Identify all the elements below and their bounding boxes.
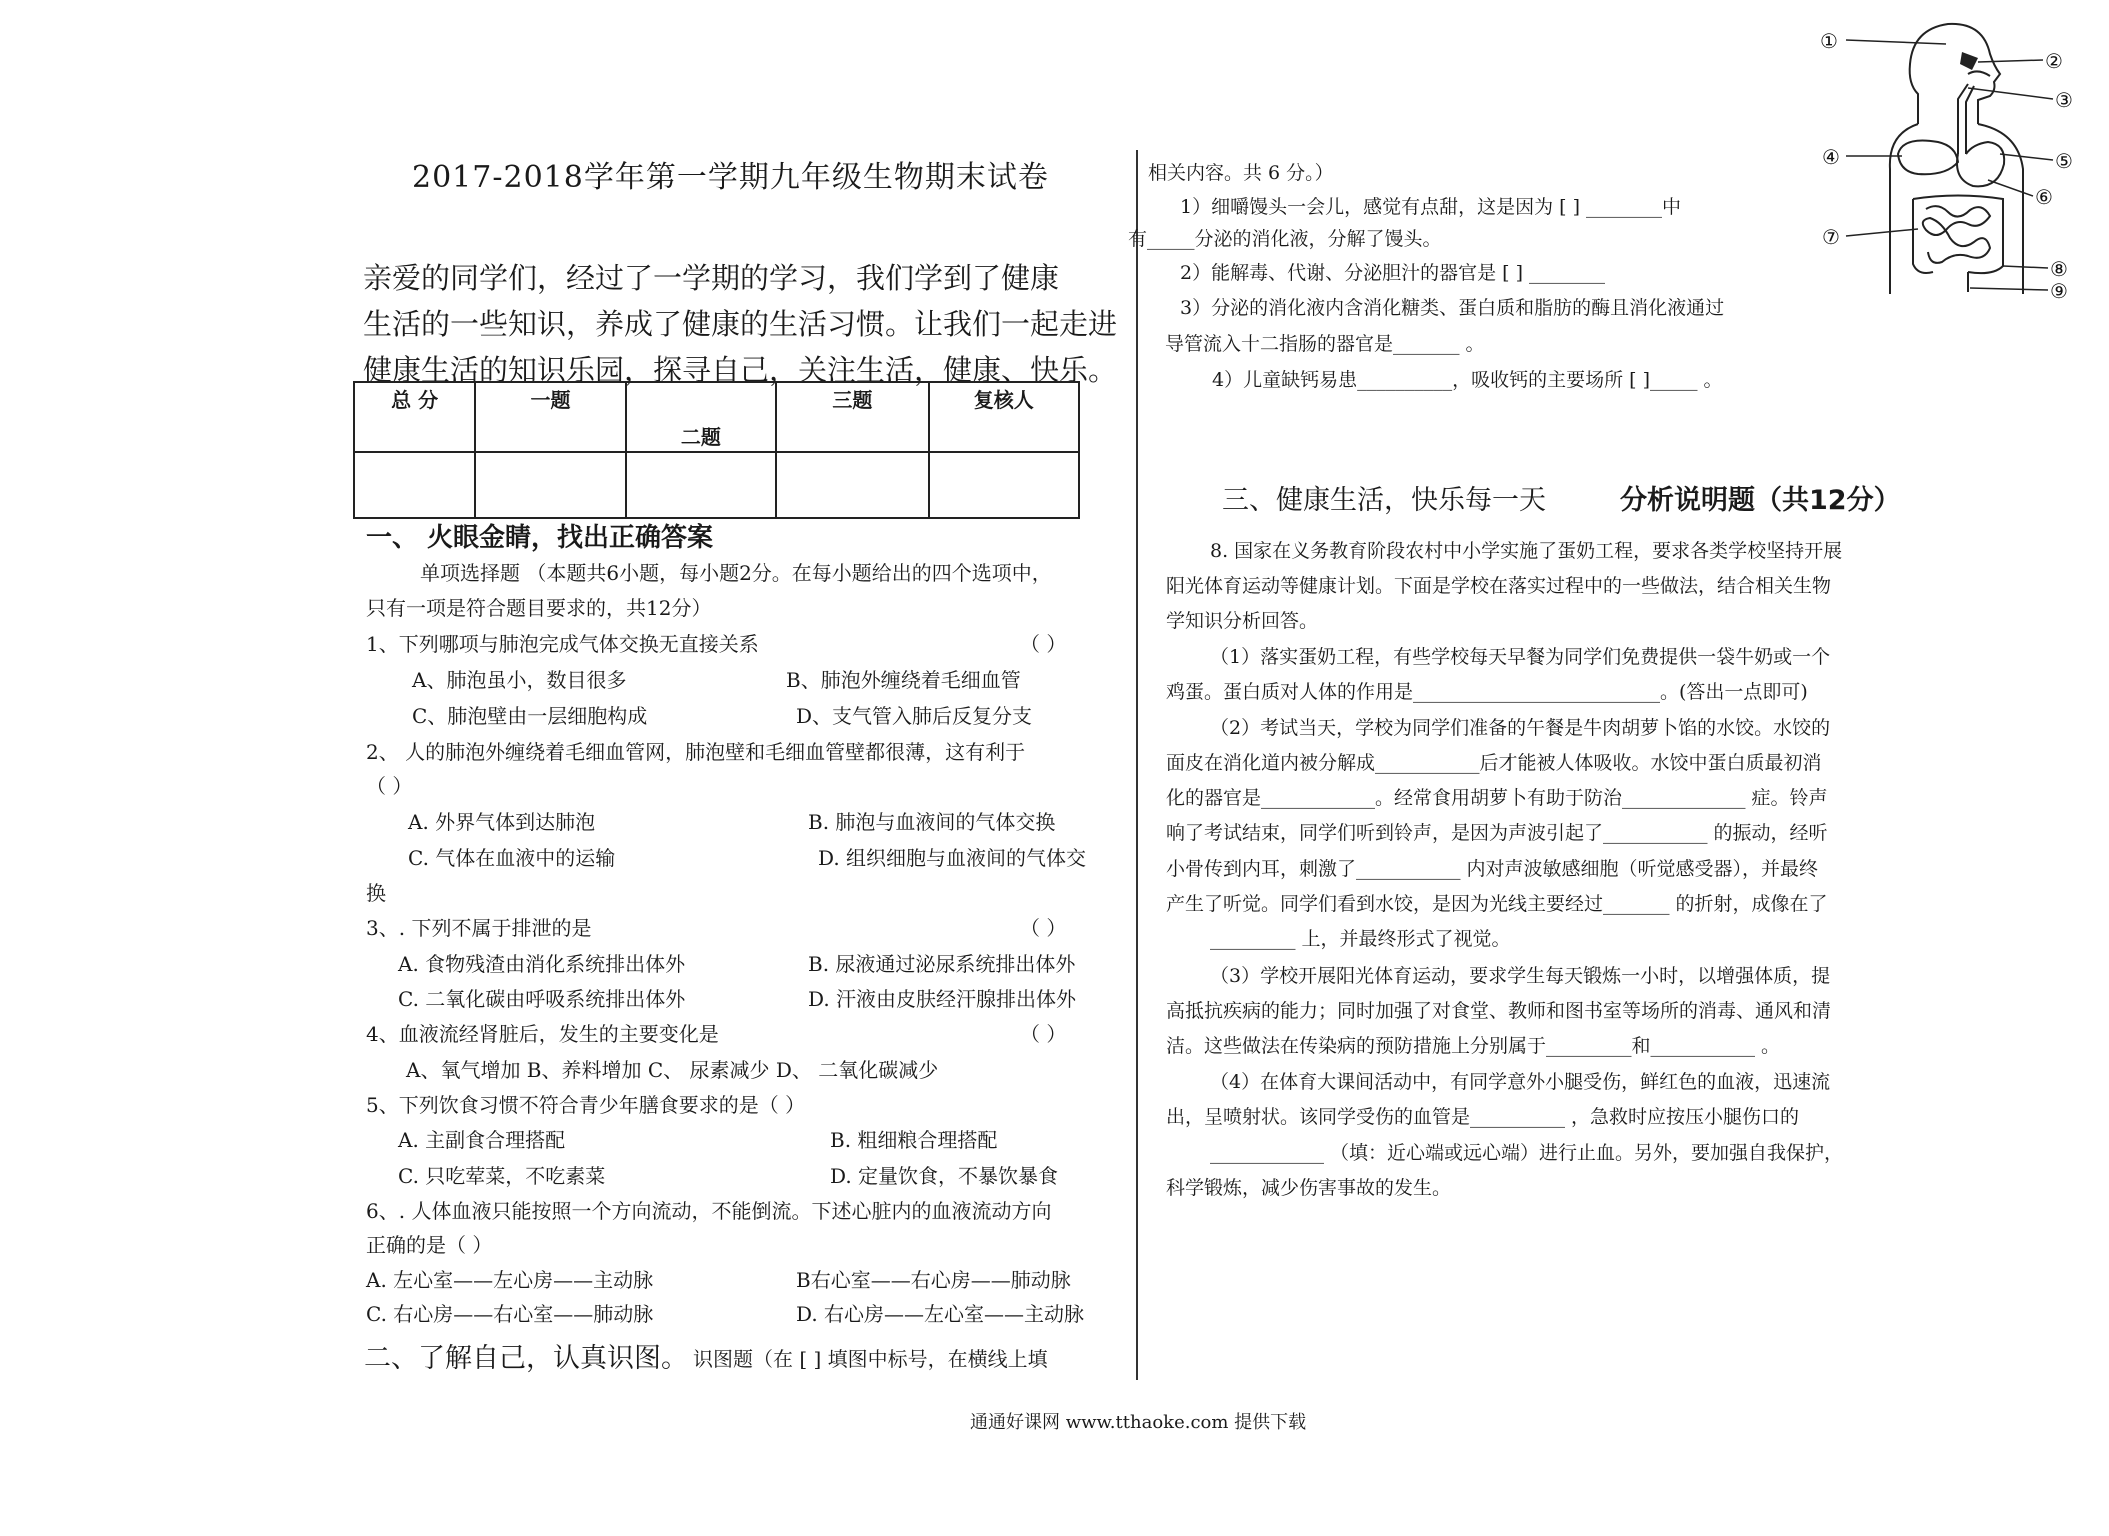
q8-3-line-1: （3）学校开展阳光体育运动，要求学生每天锻炼一小时，以增强体质，提: [1210, 965, 1831, 987]
score-cell-reviewer[interactable]: [929, 452, 1079, 518]
q8-2-line-2[interactable]: 面皮在消化道内被分解成___________后才能被人体吸收。水饺中蛋白质最初消: [1166, 752, 1822, 774]
section1-heading: 一、 火眼金睛，找出正确答案: [366, 523, 714, 553]
q6-option-c: C. 右心房——右心室——肺动脉: [366, 1302, 654, 1326]
q8-2-line-7[interactable]: _________ 上，并最终形式了视觉。: [1210, 928, 1511, 950]
q6-option-b: B右心室——右心房——肺动脉: [796, 1268, 1071, 1292]
section2-instruction: 识图题（在 [ ] 填图中标号，在横线上填: [693, 1347, 1048, 1371]
s2-q3-line-1: 3）分泌的消化液内含消化糖类、蛋白质和脂肪的酶且消化液通过: [1180, 297, 1725, 319]
diagram-label-7: ⑦: [1822, 225, 1840, 249]
score-cell-q2[interactable]: [626, 452, 776, 518]
diagram-label-6: ⑥: [2035, 185, 2053, 209]
score-header-q3: 三题: [776, 382, 928, 452]
s2-q1-line-1[interactable]: 1）细嚼馒头一会儿，感觉有点甜，这是因为 [ ] ________中: [1180, 196, 1682, 218]
s2-q1-line-2[interactable]: 有_____分泌的消化液，分解了馒头。: [1128, 228, 1442, 250]
q8-intro-2: 阳光体育运动等健康计划。下面是学校在落实过程中的一些做法，结合相关生物: [1166, 575, 1832, 597]
q1-option-b: B、肺泡外缠绕着毛细血管: [786, 668, 1021, 692]
score-header-q2: 二题: [626, 382, 776, 452]
q3-option-b: B. 尿液通过泌尿系统排出体外: [808, 952, 1076, 976]
q5-option-a: A. 主副食合理搭配: [398, 1128, 566, 1152]
q3-option-a: A. 食物残渣由消化系统排出体外: [398, 952, 686, 976]
q1-answer-paren[interactable]: （ ）: [1020, 632, 1067, 656]
q5-stem: 5、下列饮食习惯不符合青少年膳食要求的是（ ）: [366, 1093, 806, 1117]
q8-2-line-1: （2）考试当天，学校为同学们准备的午餐是牛肉胡萝卜馅的水饺。水饺的: [1210, 717, 1831, 739]
diagram-label-2: ②: [2045, 49, 2063, 73]
diagram-label-3: ③: [2055, 88, 2073, 112]
intro-line-3: 健康生活的知识乐园，探寻自己，关注生活，健康、快乐。: [363, 353, 1118, 387]
column-divider: [1136, 150, 1138, 1380]
q2-option-b: B. 肺泡与血液间的气体交换: [808, 810, 1056, 834]
q6-stem: 6、. 人体血液只能按照一个方向流动，不能倒流。下述心脏内的血液流动方向: [366, 1199, 1052, 1223]
q8-2-line-3[interactable]: 化的器官是____________。经常食用胡萝卜有助于防治_____________ 症。铃声: [1166, 787, 1828, 809]
q6-option-a: A. 左心室——左心房——主动脉: [366, 1268, 654, 1292]
section1-instruction-1: 单项选择题 （本题共6小题，每小题2分。在每小题给出的四个选项中，: [420, 561, 1052, 585]
q1-option-a: A、肺泡虽小，数目很多: [412, 668, 627, 692]
q1-option-d: D、支气管入肺后反复分支: [796, 704, 1033, 728]
q8-intro-1: 8. 国家在义务教育阶段农村中小学实施了蛋奶工程，要求各类学校坚持开展: [1210, 540, 1843, 562]
diagram-label-4: ④: [1822, 145, 1840, 169]
s2-q2[interactable]: 2）能解毒、代谢、分泌胆汁的器官是 [ ] ________: [1180, 262, 1606, 284]
score-cell-q3[interactable]: [776, 452, 928, 518]
q8-1-line-2[interactable]: 鸡蛋。蛋白质对人体的作用是__________________________。(答出一点即可): [1166, 681, 1808, 703]
q8-4-line-1: （4）在体育大课间活动中，有同学意外小腿受伤，鲜红色的血液，迅速流: [1210, 1071, 1831, 1093]
q4-answer-paren[interactable]: （ ）: [1020, 1022, 1067, 1046]
section1-instruction-2: 只有一项是符合题目要求的，共12分）: [366, 596, 712, 620]
diagram-label-1: ①: [1820, 29, 1838, 53]
q5-option-d: D. 定量饮食，不暴饮暴食: [830, 1164, 1059, 1188]
q8-3-line-3[interactable]: 洁。这些做法在传染病的预防措施上分别属于_________和___________ 。: [1166, 1035, 1781, 1057]
q8-3-line-2: 高抵抗疾病的能力；同时加强了对食堂、教师和图书室等场所的消毒、通风和清: [1166, 1000, 1832, 1022]
score-table: [353, 381, 1080, 519]
q3-option-c: C. 二氧化碳由呼吸系统排出体外: [398, 987, 686, 1011]
score-cell-total[interactable]: [354, 452, 475, 518]
q3-option-d: D. 汗液由皮肤经汗腺排出体外: [808, 987, 1077, 1011]
digestive-system-diagram-icon: [1818, 4, 2100, 304]
score-cell-q1[interactable]: [475, 452, 625, 518]
q8-intro-3: 学知识分析回答。: [1166, 610, 1319, 632]
q2-option-c: C. 气体在血液中的运输: [408, 846, 616, 870]
section3-heading-bold: 分析说明题（共12分）: [1620, 485, 1901, 516]
s2-q3-line-2[interactable]: 导管流入十二指肠的器官是_______ 。: [1165, 333, 1485, 355]
score-header-q1: 一题: [475, 382, 625, 452]
score-header-reviewer: 复核人: [929, 382, 1079, 452]
q8-2-line-5[interactable]: 小骨传到内耳，刺激了___________ 内对声波敏感细胞（听觉感受器），并最终: [1166, 858, 1819, 880]
q2-option-d: D. 组织细胞与血液间的气体交: [818, 846, 1087, 870]
q6-stem-2[interactable]: 正确的是（ ）: [366, 1233, 493, 1257]
score-header-total: 总 分: [354, 382, 475, 452]
q2-option-a: A. 外界气体到达肺泡: [408, 810, 596, 834]
s2-q4[interactable]: 4）儿童缺钙易患__________，吸收钙的主要场所 [ ]_____ 。: [1212, 369, 1723, 391]
diagram-label-5: ⑤: [2055, 149, 2073, 173]
q8-4-line-4: 科学锻炼，减少伤害事故的发生。: [1166, 1177, 1452, 1199]
q3-answer-paren[interactable]: （ ）: [1020, 916, 1067, 940]
q8-1-line-1: （1）落实蛋奶工程，有些学校每天早餐为同学们免费提供一袋牛奶或一个: [1210, 646, 1831, 668]
q1-stem: 1、下列哪项与肺泡完成气体交换无直接关系: [366, 632, 759, 656]
section2-instruction-cont: 相关内容。共 6 分。）: [1148, 162, 1334, 184]
intro-line-1: 亲爱的同学们，经过了一学期的学习，我们学到了健康: [363, 261, 1060, 295]
q4-stem: 4、血液流经肾脏后，发生的主要变化是: [366, 1022, 719, 1046]
q1-option-c: C、肺泡壁由一层细胞构成: [412, 704, 648, 728]
section3-heading: 三、健康生活，快乐每一天: [1222, 485, 1546, 516]
q2-stem: 2、 人的肺泡外缠绕着毛细血管网，肺泡壁和毛细血管壁都很薄，这有利于: [366, 740, 1026, 764]
q6-option-d: D. 右心房——左心室——主动脉: [796, 1302, 1085, 1326]
page-title: 2017-2018学年第一学期九年级生物期末试卷: [412, 160, 1049, 195]
q4-options: A、氧气增加 B、养料增加 C、 尿素减少 D、 二氧化碳减少: [406, 1058, 939, 1082]
q8-4-line-3[interactable]: ____________ （填：近心端或远心端）进行止血。另外，要加强自我保护，: [1210, 1142, 1844, 1164]
section2-heading: 二、了解自己，认真识图。: [364, 1343, 688, 1374]
q5-option-b: B. 粗细粮合理搭配: [830, 1128, 998, 1152]
q2-option-d-cont: 换: [366, 881, 386, 905]
intro-line-2: 生活的一些知识，养成了健康的生活习惯。让我们一起走进: [363, 307, 1118, 341]
diagram-label-8: ⑧: [2050, 257, 2068, 281]
page-footer: 通通好课网 www.tthaoke.com 提供下载: [970, 1412, 1307, 1433]
q2-answer-paren[interactable]: （ ）: [366, 774, 413, 798]
q5-option-c: C. 只吃荤菜，不吃素菜: [398, 1164, 606, 1188]
q8-4-line-2[interactable]: 出，呈喷射状。该同学受伤的血管是__________ ，急救时应按压小腿伤口的: [1166, 1106, 1800, 1128]
q8-2-line-6[interactable]: 产生了听觉。同学们看到水饺，是因为光线主要经过_______ 的折射，成像在了: [1166, 893, 1828, 915]
q3-stem: 3、. 下列不属于排泄的是: [366, 916, 592, 940]
q8-2-line-4[interactable]: 响了考试结束，同学们听到铃声，是因为声波引起了___________ 的振动，经听: [1166, 822, 1828, 844]
diagram-label-9: ⑨: [2050, 279, 2068, 303]
